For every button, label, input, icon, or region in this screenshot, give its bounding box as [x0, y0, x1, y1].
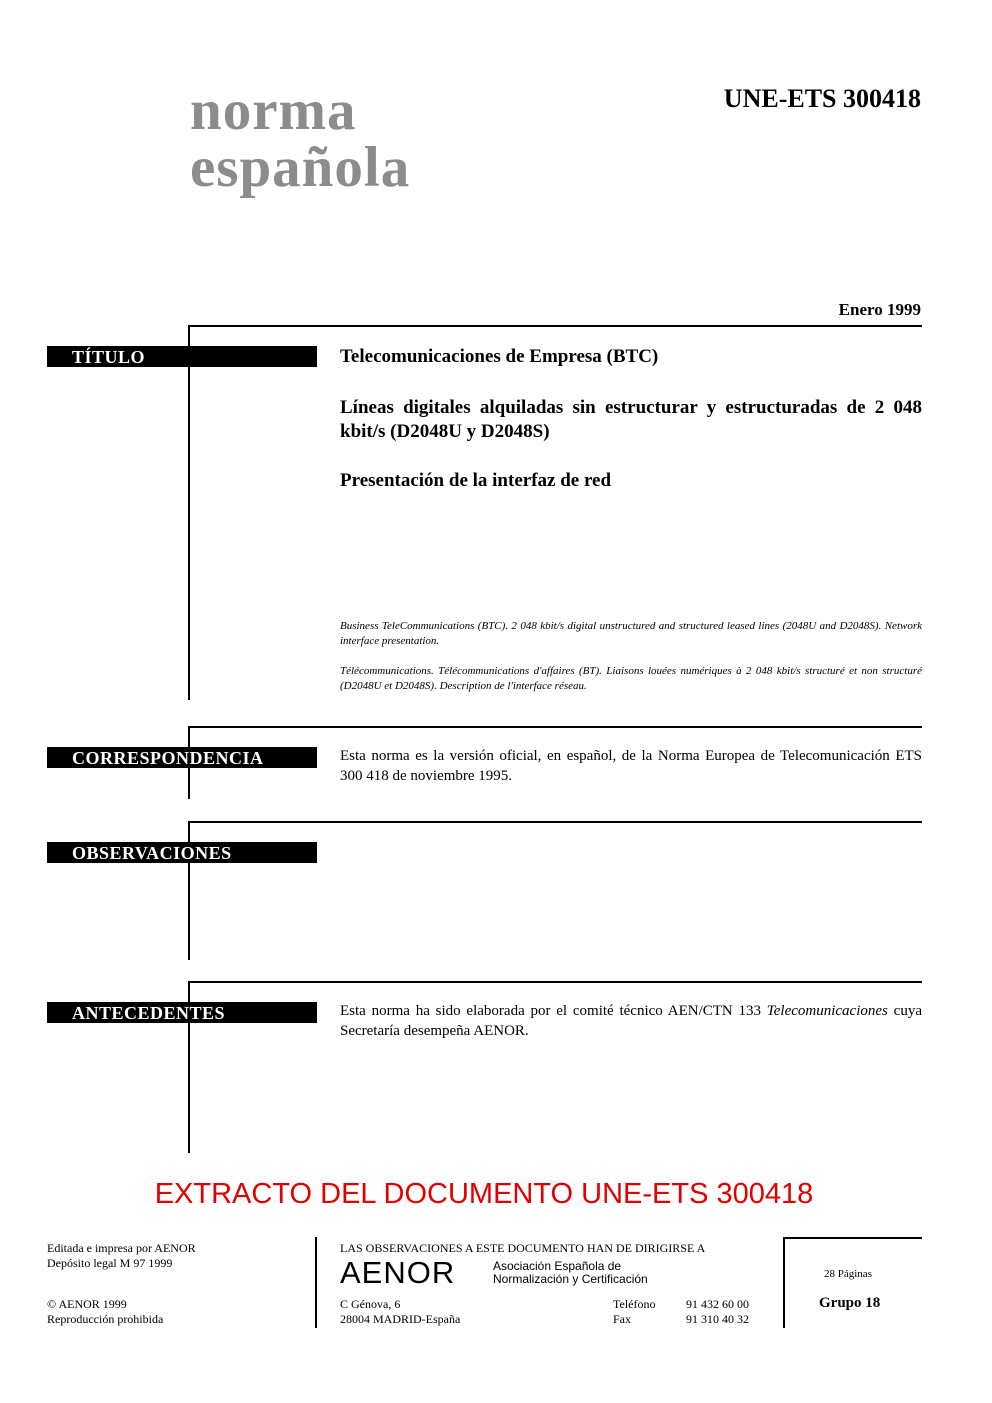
copyright: © AENOR 1999: [47, 1297, 127, 1311]
page-count: 28 Páginas: [824, 1268, 872, 1280]
org-name-line-1: Asociación Española de: [493, 1259, 622, 1273]
section-vertical-rule: [188, 325, 190, 700]
group-box-top-rule: [783, 1237, 922, 1239]
contact-values: [686, 1297, 749, 1327]
section-divider: [188, 726, 922, 728]
price-group: Grupo 18: [819, 1295, 881, 1311]
correspondencia-text: Esta norma es la versión oficial, en español, de la Norma Europea de Telecomunicación ETS 300 418 de noviembre 1995.: [340, 748, 922, 784]
org-name: [493, 1260, 648, 1286]
label-titulo: TÍTULO: [47, 346, 317, 367]
footer-divider: [315, 1237, 317, 1328]
edited-by: Editada e impresa por AENOR: [47, 1241, 196, 1255]
brand-line-2: española: [190, 136, 411, 199]
section-divider: [188, 325, 922, 327]
antecedentes-committee: Telecomunicaciones: [766, 1003, 888, 1019]
footer-publisher: [47, 1241, 196, 1271]
label-observaciones: OBSERVACIONES: [47, 842, 317, 863]
french-title: Télécommunications. Télécommunications d'affaires (BT). Liaisons louées numériques à 2 048 kbit/s structuré et non structuré (D2048U et D2048S). Description de l'interface réseau.: [340, 665, 922, 692]
publication-date: Enero 1999: [838, 300, 921, 319]
fax-value: 91 310 40 32: [686, 1312, 749, 1326]
address-line-1: C Génova, 6: [340, 1297, 401, 1311]
title-subtitle: Líneas digitales alquiladas sin estructurar y estructuradas de 2 048 kbit/s (D2048U y D2048S): [340, 397, 922, 442]
brand-title: [190, 79, 411, 199]
section-divider: [188, 821, 922, 823]
group-box-left-rule: [783, 1237, 785, 1328]
english-title: Business TeleCommunications (BTC). 2 048 kbit/s digital unstructured and structured leased lines (2048U and D2048S). Network interface presentation.: [340, 620, 922, 647]
phone-value: 91 432 60 00: [686, 1297, 749, 1311]
standard-code: UNE-ETS 300418: [723, 84, 921, 113]
aenor-logo: AENOR: [340, 1255, 456, 1290]
title-main: Telecomunicaciones de Empresa (BTC): [340, 346, 659, 367]
phone-label: Teléfono: [613, 1297, 656, 1311]
fax-label: Fax: [613, 1312, 631, 1326]
antecedentes-text-end: cuya Secretaría desempeña AENOR.: [340, 1003, 922, 1039]
contact-labels: [613, 1297, 655, 1327]
label-antecedentes: ANTECEDENTES: [47, 1002, 317, 1023]
section-divider: [188, 981, 922, 983]
footer-copyright: [47, 1297, 163, 1327]
antecedentes-text: [340, 1001, 922, 1041]
address-line-2: 28004 MADRID-España: [340, 1312, 461, 1326]
title-presentation: Presentación de la interfaz de red: [340, 470, 612, 491]
address: [340, 1297, 460, 1327]
legal-deposit: Depósito legal M 97 1999: [47, 1256, 173, 1270]
observations-notice: LAS OBSERVACIONES A ESTE DOCUMENTO HAN DE DIRIGIRSE A: [340, 1241, 706, 1255]
brand-line-1: norma: [190, 79, 357, 142]
org-name-line-2: Normalización y Certificación: [493, 1272, 648, 1286]
extract-watermark: EXTRACTO DEL DOCUMENTO UNE-ETS 300418: [154, 1178, 814, 1210]
antecedentes-text-start: Esta norma ha sido elaborada por el comité técnico AEN/CTN 133: [340, 1003, 767, 1019]
label-correspondencia: CORRESPONDENCIA: [47, 747, 317, 768]
reproduction-notice: Reproducción prohibida: [47, 1312, 164, 1326]
